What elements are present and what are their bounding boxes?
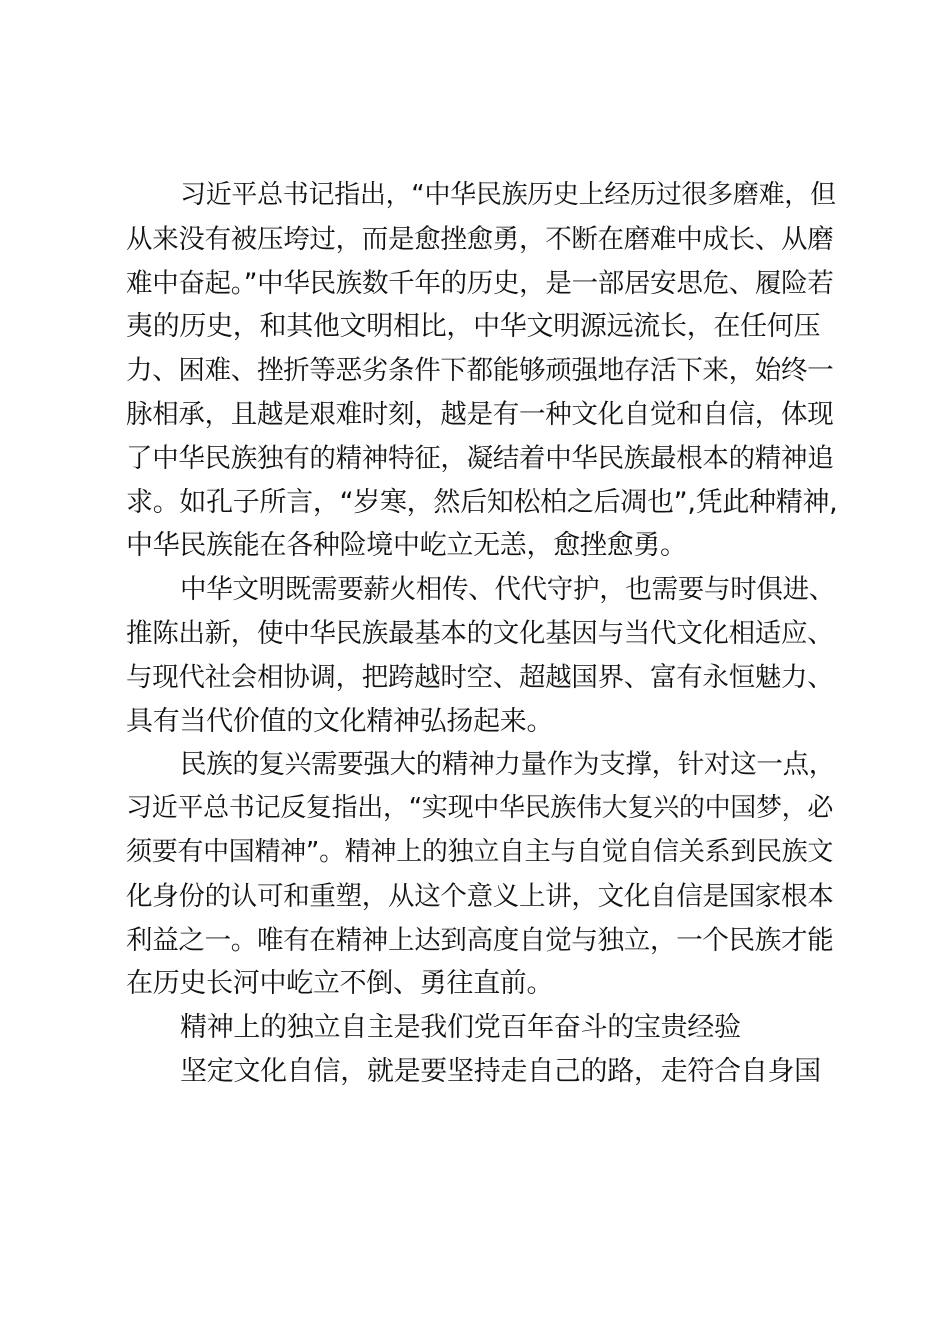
text-line: 从来没有被压垮过，而是愈挫愈勇，不断在磨难中成长、从磨 xyxy=(126,223,834,255)
text-line: 精神上的独立自主是我们党百年奋斗的宝贵经验 xyxy=(180,1012,741,1044)
text-line: 须要有中国精神”。精神上的独立自主与自觉自信关系到民族文 xyxy=(126,836,834,867)
text-line: 推陈出新，使中华民族最基本的文化基因与当代文化相适应、 xyxy=(126,617,834,649)
text-line: 在历史长河中屹立不倒、勇往直前。 xyxy=(126,968,554,1000)
text-line: 具有当代价值的文化精神弘扬起来。 xyxy=(126,705,554,737)
text-line: 力、困难、挫折等恶劣条件下都能够顽强地存活下来，始终一 xyxy=(126,355,834,387)
text-line: 求。如孔子所言，“岁寒，然后知松柏之后凋也”,凭此种精神, xyxy=(126,486,838,518)
text-line: 化身份的认可和重塑，从这个意义上讲，文化自信是国家根本 xyxy=(126,880,834,912)
body-text xyxy=(126,174,836,1094)
text-line: 了中华民族独有的精神特征，凝结着中华民族最根本的精神追 xyxy=(126,442,834,474)
text-line: 与现代社会相协调，把跨越时空、超越国界、富有永恒魅力、 xyxy=(126,661,834,693)
text-line: 习近平总书记反复指出，“实现中华民族伟大复兴的中国梦，必 xyxy=(126,793,834,824)
text-line: 夷的历史，和其他文明相比，中华文明源远流长，在任何压 xyxy=(126,311,821,343)
text-line: 中华民族能在各种险境中屹立无恙，愈挫愈勇。 xyxy=(126,530,687,562)
text-line: 脉相承，且越是艰难时刻，越是有一种文化自觉和自信，体现 xyxy=(126,398,834,430)
text-line: 中华文明既需要薪火相传、代代守护，也需要与时俱进、 xyxy=(180,574,835,606)
text-line: 利益之一。唯有在精神上达到高度自觉与独立，一个民族才能 xyxy=(126,924,834,956)
text-line: 难中奋起。”中华民族数千年的历史，是一部居安思危、履险若 xyxy=(126,267,834,299)
text-line: 坚定文化自信，就是要坚持走自己的路，走符合自身国 xyxy=(180,1055,821,1087)
text-line: 民族的复兴需要强大的精神力量作为支撑，针对这一点， xyxy=(180,749,835,781)
text-line: 习近平总书记指出，“中华民族历史上经历过很多磨难，但 xyxy=(180,180,836,210)
